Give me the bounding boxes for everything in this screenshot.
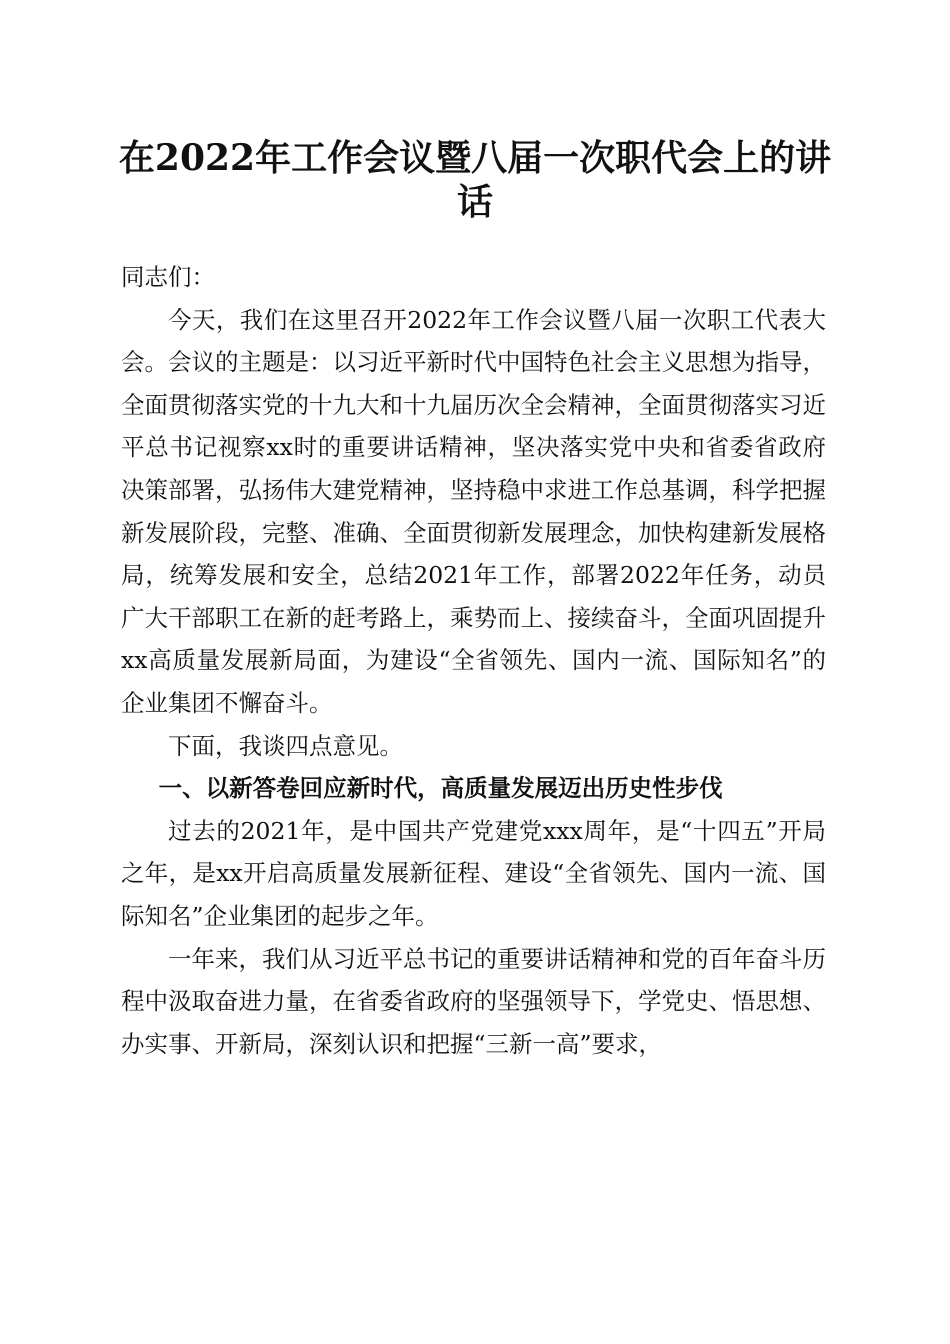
paragraph-section1-b: 一年来，我们从习近平总书记的重要讲话精神和党的百年奋斗历程中汲取奋进力量，在省委省政府的坚强领导下，学党史、悟思想、办实事、开新局，深刻认识和把握“三新一高”要求， bbox=[121, 944, 826, 1058]
paragraph-intro: 今天，我们在这里召开2022年工作会议暨八届一次职工代表大会。会议的主题是：以习近平新时代中国特色社会主义思想为指导，全面贯彻落实党的十九大和十九届历次全会精神，全面贯彻落实习近平总书记视察xx时的重要讲话精神，坚决落实党中央和省委省政府决策部署，弘扬伟大建党精神，坚持稳中求进工作总基调，科学把握新发展阶段，完整、准确、全面贯彻新发展理念，加快构建新发展格局，统筹发展和安全，总结2021年工作，部署2022年任务，动员广大干部职工在新的赶考路上，乘势而上、接续奋斗，全面巩固提升xx高质量发展新局面，为建设“全省领先、国内一流、国际知名”的企业集团不懈奋斗。 bbox=[121, 305, 826, 717]
salutation: 同志们： bbox=[121, 263, 215, 291]
paragraph-section1-a: 过去的2021年，是中国共产党建党xxx周年，是“十四五”开局之年，是xx开启高质量发展新征程、建设“全省领先、国内一流、国际知名”企业集团的起步之年。 bbox=[121, 816, 826, 930]
paragraph-transition: 下面，我谈四点意见。 bbox=[168, 731, 403, 760]
section-heading-1: 一、以新答卷回应新时代，高质量发展迈出历史性步伐 bbox=[158, 774, 723, 803]
page-title: 在2022年工作会议暨八届一次职代会上的讲话 bbox=[118, 137, 832, 223]
document-body bbox=[121, 256, 826, 1065]
